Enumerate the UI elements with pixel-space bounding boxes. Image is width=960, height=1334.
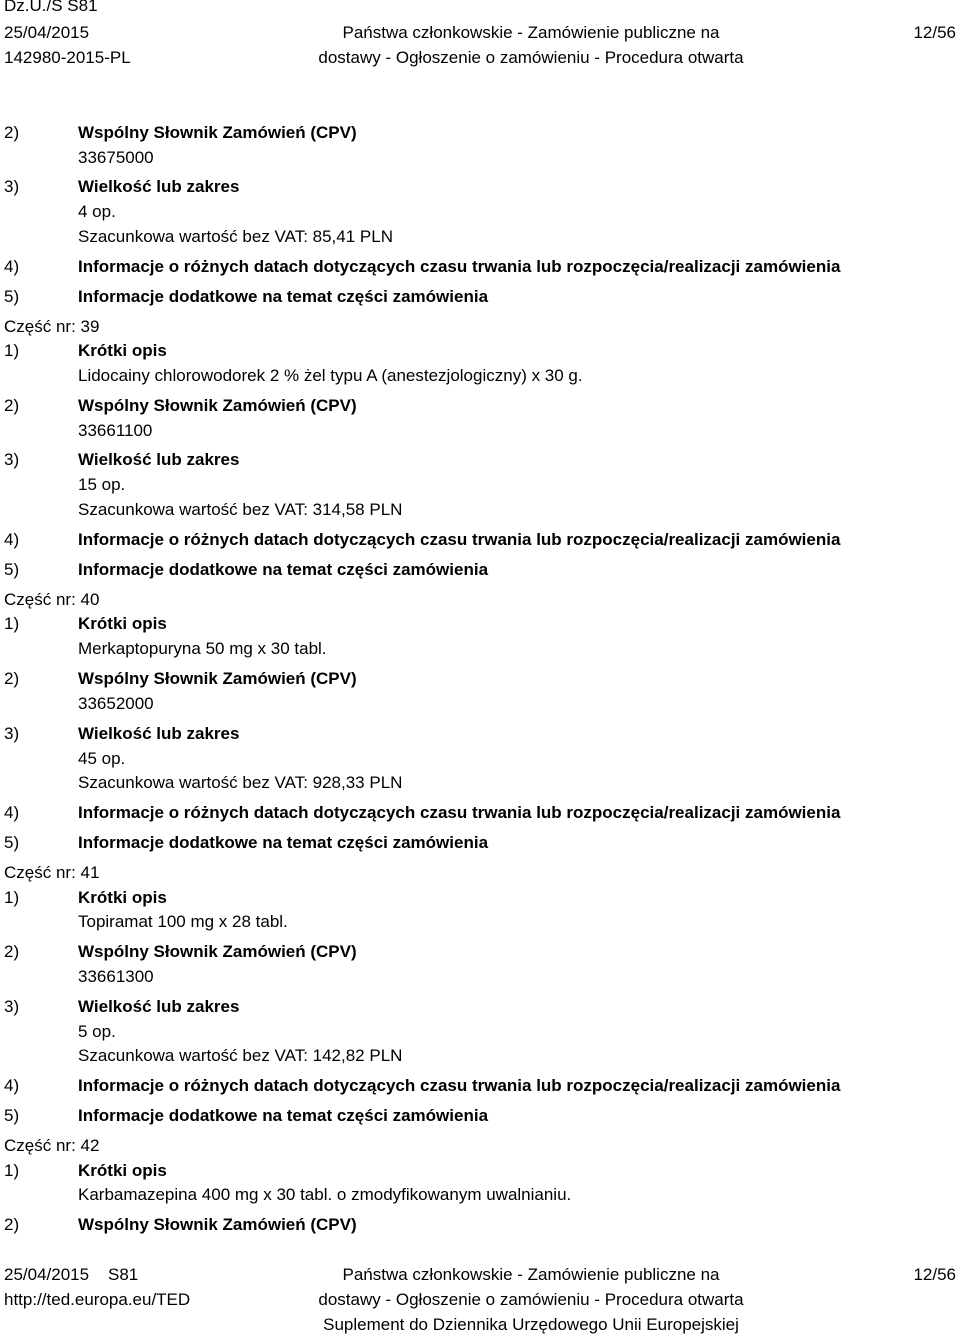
cpv-code: 33652000 — [78, 694, 154, 713]
short-description-heading: Krótki opis — [78, 614, 167, 633]
dates-info-heading: Informacje o różnych datach dotyczących czasu trwania lub rozpoczęcia/realizacji zamówienia — [78, 530, 841, 549]
item-number: 2) — [4, 123, 20, 142]
cpv-code: 33661100 — [78, 421, 153, 440]
short-description: Lidocainy chlorowodorek 2 % żel typu A (anestezjologiczny) x 30 g. — [78, 366, 583, 385]
item-number: 1) — [4, 614, 20, 633]
item-number: 2) — [4, 942, 20, 961]
cpv-code: 33661300 — [78, 967, 154, 986]
short-description-heading: Krótki opis — [78, 341, 167, 360]
header-title-line2: dostawy - Ogłoszenie o zamówieniu - Procedura otwarta — [318, 48, 744, 67]
item-number: 5) — [4, 560, 20, 579]
item-number: 4) — [4, 530, 20, 549]
lot-number: Część nr: 42 — [4, 1136, 100, 1155]
item-number: 4) — [4, 803, 20, 822]
item-number: 2) — [4, 669, 20, 688]
dates-info-heading: Informacje o różnych datach dotyczących czasu trwania lub rozpoczęcia/realizacji zamówienia — [78, 1076, 841, 1095]
quantity-value: 4 op. — [78, 202, 116, 221]
short-description: Karbamazepina 400 mg x 30 tabl. o zmodyfikowanym uwalnianiu. — [78, 1185, 572, 1204]
cpv-heading: Wspólny Słownik Zamówień (CPV) — [78, 669, 357, 688]
quantity-value: 45 op. — [78, 749, 126, 768]
item-number: 4) — [4, 257, 20, 276]
header-journal: Dz.U./S S81 — [4, 0, 98, 15]
footer-url[interactable]: http://ted.europa.eu/TED — [4, 1290, 191, 1309]
estimated-value: Szacunkowa wartość bez VAT: 928,33 PLN — [78, 773, 403, 792]
quantity-heading: Wielkość lub zakres — [78, 724, 240, 743]
item-number: 4) — [4, 1076, 20, 1095]
footer-title-line2: dostawy - Ogłoszenie o zamówieniu - Procedura otwarta — [318, 1290, 744, 1309]
cpv-heading: Wspólny Słownik Zamówień (CPV) — [78, 1215, 357, 1234]
lot-number: Część nr: 39 — [4, 317, 100, 336]
estimated-value: Szacunkowa wartość bez VAT: 85,41 PLN — [78, 227, 393, 246]
quantity-heading: Wielkość lub zakres — [78, 450, 240, 469]
item-number: 2) — [4, 1215, 20, 1234]
item-number: 3) — [4, 724, 20, 743]
item-number: 1) — [4, 888, 20, 907]
quantity-heading: Wielkość lub zakres — [78, 177, 240, 196]
short-description-heading: Krótki opis — [78, 888, 167, 907]
header-date: 25/04/2015 — [4, 23, 90, 42]
additional-info-heading: Informacje dodatkowe na temat części zamówienia — [78, 287, 489, 306]
footer-page-number: 12/56 — [913, 1265, 956, 1284]
quantity-value: 15 op. — [78, 475, 126, 494]
estimated-value: Szacunkowa wartość bez VAT: 142,82 PLN — [78, 1046, 403, 1065]
header-page-number: 12/56 — [913, 23, 956, 42]
estimated-value: Szacunkowa wartość bez VAT: 314,58 PLN — [78, 500, 403, 519]
short-description: Topiramat 100 mg x 28 tabl. — [78, 912, 288, 931]
quantity-heading: Wielkość lub zakres — [78, 997, 240, 1016]
item-number: 1) — [4, 1161, 20, 1180]
lot-number: Część nr: 40 — [4, 590, 100, 609]
footer-title-line1: Państwa członkowskie - Zamówienie publiczne na — [342, 1265, 720, 1284]
item-number: 1) — [4, 341, 20, 360]
cpv-heading: Wspólny Słownik Zamówień (CPV) — [78, 123, 357, 142]
cpv-heading: Wspólny Słownik Zamówień (CPV) — [78, 942, 357, 961]
cpv-heading: Wspólny Słownik Zamówień (CPV) — [78, 396, 357, 415]
quantity-value: 5 op. — [78, 1022, 116, 1041]
short-description: Merkaptopuryna 50 mg x 30 tabl. — [78, 639, 327, 658]
item-number: 5) — [4, 833, 20, 852]
header-doc-id: 142980-2015-PL — [4, 48, 131, 67]
cpv-code: 33675000 — [78, 148, 154, 167]
footer-date-series: 25/04/2015 S81 — [4, 1265, 139, 1284]
additional-info-heading: Informacje dodatkowe na temat części zamówienia — [78, 833, 489, 852]
additional-info-heading: Informacje dodatkowe na temat części zamówienia — [78, 560, 489, 579]
lot-number: Część nr: 41 — [4, 863, 100, 882]
header-title-line1: Państwa członkowskie - Zamówienie publiczne na — [342, 23, 720, 42]
item-number: 3) — [4, 177, 20, 196]
item-number: 5) — [4, 287, 20, 306]
footer-supplement: Suplement do Dziennika Urzędowego Unii Europejskiej — [323, 1315, 739, 1334]
dates-info-heading: Informacje o różnych datach dotyczących czasu trwania lub rozpoczęcia/realizacji zamówienia — [78, 257, 841, 276]
item-number: 3) — [4, 997, 20, 1016]
dates-info-heading: Informacje o różnych datach dotyczących czasu trwania lub rozpoczęcia/realizacji zamówienia — [78, 803, 841, 822]
item-number: 2) — [4, 396, 20, 415]
additional-info-heading: Informacje dodatkowe na temat części zamówienia — [78, 1106, 489, 1125]
item-number: 3) — [4, 450, 20, 469]
short-description-heading: Krótki opis — [78, 1161, 167, 1180]
item-number: 5) — [4, 1106, 20, 1125]
